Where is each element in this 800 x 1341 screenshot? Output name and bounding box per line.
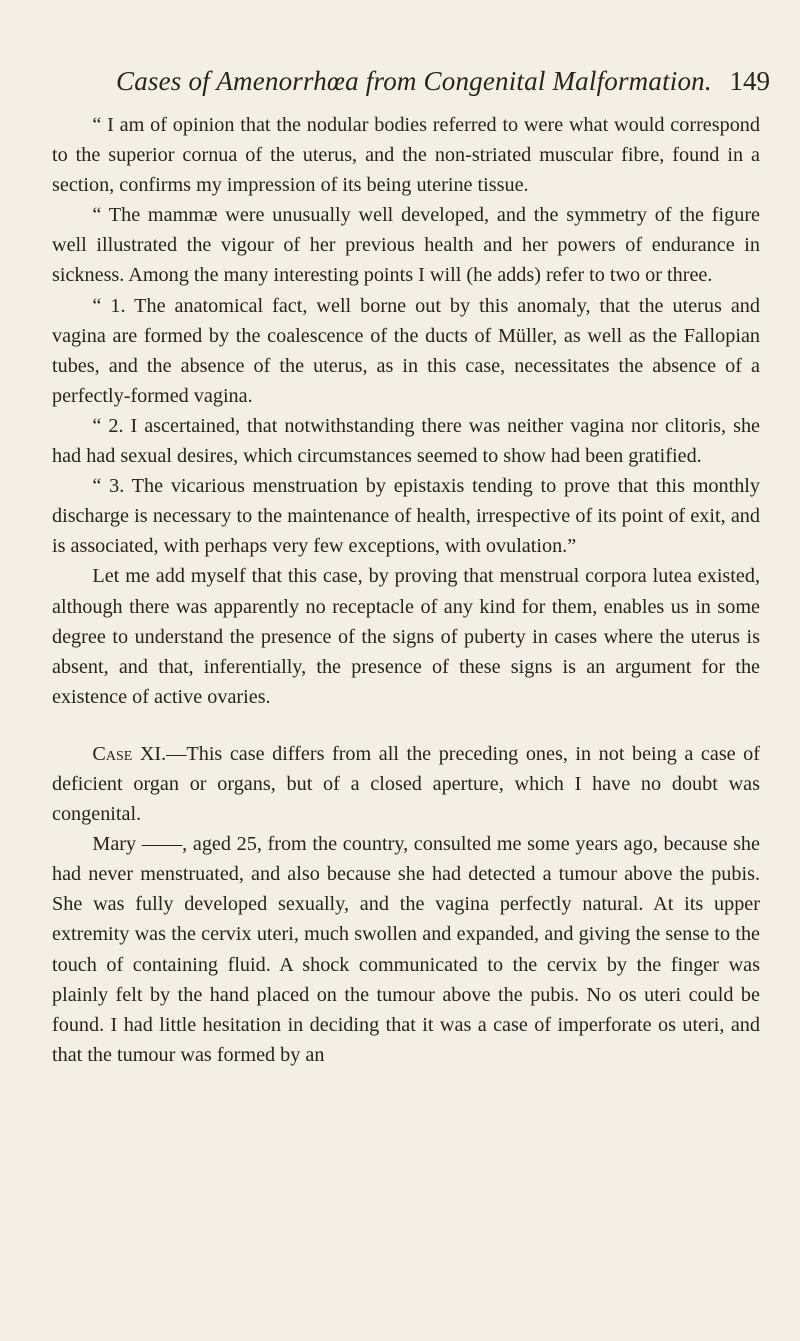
paragraph-author-note: Let me add myself that this case, by proving that menstrual corpora lutea existed, although there was apparently no receptacle of any kind for them, enables us in some degree to understand the presence of the signs of puberty in cases where the uterus is absent, and that, inferentially, the presence of these signs is an argument for the existence of active ovaries. [52, 565, 760, 708]
paragraph-mary: Mary ——, aged 25, from the country, consulted me some years ago, because she had never menstruated, and also because she had detected a tumour above the pubis. She was fully developed sexually, and the vagina perfectly natural. At its upper extremity was the cervix uteri, much swollen and expanded, and giving the sense to the touch of containing fluid. A shock communicated to the cervix by the finger was plainly felt by the hand placed on the tumour above the pubis. No os uteri could be found. I had little hesitation in deciding that it was a case of imperforate os uteri, and that the tumour was formed by an [52, 833, 760, 1066]
paragraph-case-xi [52, 739, 760, 829]
paragraph-point-1: “ 1. The anatomical fact, well borne out by this anomaly, that the uterus and vagina are formed by the coalescence of the ducts of Müller, as well as the Fallopian tubes, and the absence of the uterus, as in this case, necessitates the absence of a perfectly-formed vagina. [52, 294, 760, 407]
paragraph-point-2: “ 2. I ascertained, that notwithstanding there was neither vagina nor clitoris, she had had sexual desires, which circumstances seemed to show had been gratified. [52, 414, 760, 468]
case-heading: Case XI. [92, 742, 167, 765]
page-number: 149 [729, 66, 770, 96]
paragraph-mammae: “ The mammæ were unusually well developed, and the symmetry of the figure well illustrated the vigour of her previous health and her powers of endurance in sickness. Among the many interesting points I will (he adds) refer to two or three. [52, 204, 760, 287]
body-text [52, 110, 760, 1070]
paragraph-opinion: “ I am of opinion that the nodular bodies referred to were what would correspond to the superior cornua of the uterus, and the non-striated muscular fibre, found in a section, confirms my impression of its being uterine tissue. [52, 114, 760, 197]
running-title: Cases of Amenorrhœa from Congenital Malformation. [116, 66, 712, 96]
paragraph-point-3: “ 3. The vicarious menstruation by epistaxis tending to prove that this monthly discharge is necessary to the maintenance of health, irrespective of its point of exit, and is associated, with perhaps very few exceptions, with ovulation.” [52, 475, 760, 558]
case-intro-text: —This case differs from all the preceding ones, in not being a case of deficient organ or organs, but of a closed aperture, which I have no doubt was congenital. [52, 742, 761, 826]
running-header [116, 64, 780, 104]
